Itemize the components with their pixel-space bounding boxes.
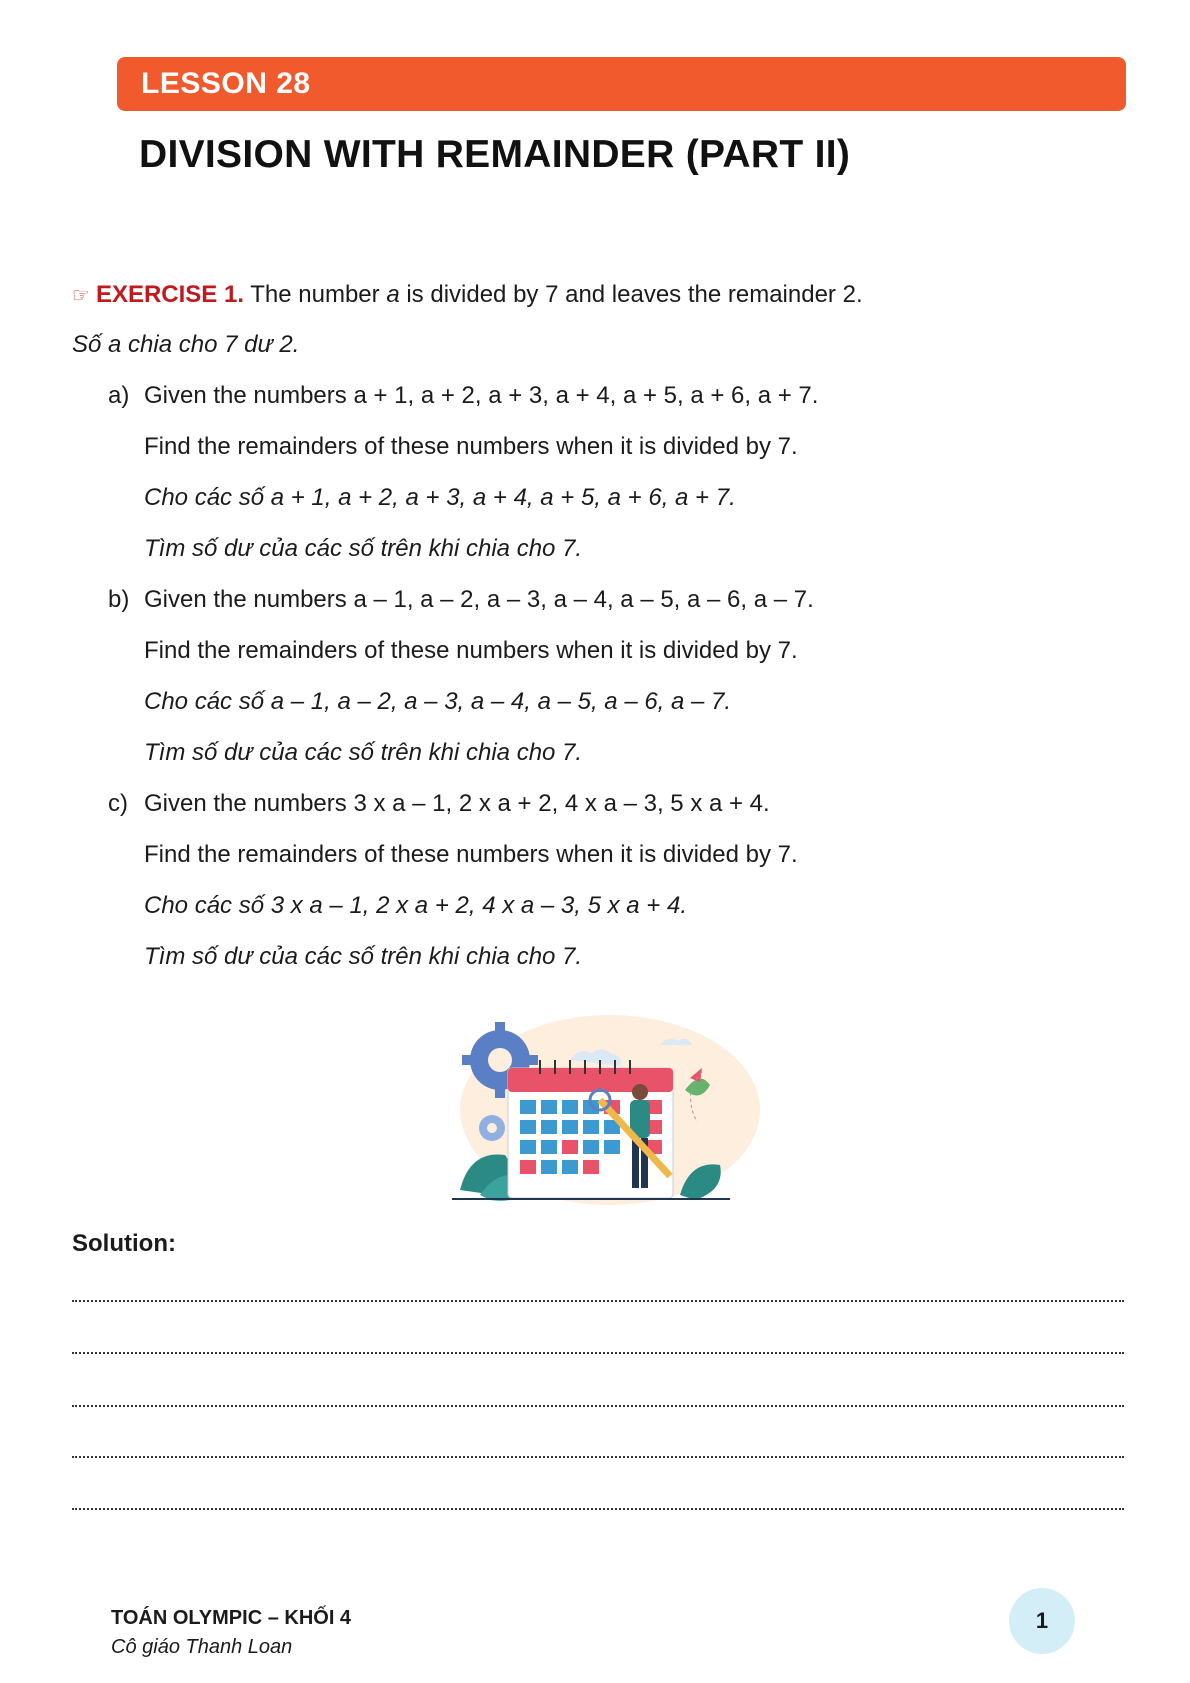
part-a-marker: a): [108, 382, 130, 409]
small-gear-icon: [479, 1115, 505, 1141]
answer-line: [72, 1508, 1124, 1510]
part-c-find: Find the remainders of these numbers when it is divided by 7.: [144, 841, 798, 868]
lesson-label: LESSON 28: [141, 67, 311, 100]
part-b-find-vi: Tìm số dư của các số trên khi chia cho 7.: [144, 739, 583, 766]
page-title: DIVISION WITH REMAINDER (PART II): [139, 133, 851, 176]
footer-course: TOÁN OLYMPIC – KHỐI 4: [111, 1607, 352, 1629]
part-a-find-vi: Tìm số dư của các số trên khi chia cho 7.: [144, 535, 583, 562]
part-a-given-vi: Cho các số a + 1, a + 2, a + 3, a + 4, a + 5, a + 6, a + 7.: [144, 484, 736, 511]
solution-label: Solution:: [72, 1230, 176, 1257]
part-c-find-vi: Tìm số dư của các số trên khi chia cho 7.: [144, 943, 583, 970]
part-b-given-text: Given the numbers a – 1, a – 2, a – 3, a – 4, a – 5, a – 6, a – 7.: [144, 586, 814, 613]
part-c-marker: c): [108, 790, 128, 817]
part-b-marker: b): [108, 586, 130, 613]
answer-line: [72, 1352, 1124, 1354]
part-b-given: [108, 586, 814, 614]
footer-teacher: Cô giáo Thanh Loan: [111, 1636, 293, 1658]
exercise-statement: [72, 281, 863, 309]
part-c-given-vi: Cho các số 3 x a – 1, 2 x a + 2, 4 x a – 3, 5 x a + 4.: [144, 892, 687, 919]
part-a-given: [108, 382, 818, 410]
part-a-given-text: Given the numbers a + 1, a + 2, a + 3, a + 4, a + 5, a + 6, a + 7.: [144, 382, 819, 409]
calendar-planning-illustration: [440, 1000, 760, 1210]
part-c-given: [108, 790, 770, 818]
answer-line: [72, 1405, 1124, 1407]
statement-vi: Số a chia cho 7 dư 2.: [72, 331, 300, 358]
part-c-given-text: Given the numbers 3 x a – 1, 2 x a + 2, 4 x a – 3, 5 x a + 4.: [144, 790, 770, 817]
part-b-given-vi: Cho các số a – 1, a – 2, a – 3, a – 4, a – 5, a – 6, a – 7.: [144, 688, 732, 715]
statement-pre: The number: [250, 281, 387, 308]
page-number-badge: [1009, 1588, 1075, 1654]
statement-post: is divided by 7 and leaves the remainder 2.: [399, 281, 863, 308]
part-b-find: Find the remainders of these numbers when it is divided by 7.: [144, 637, 798, 664]
answer-line: [72, 1300, 1124, 1302]
page-number: 1: [1035, 1608, 1049, 1633]
lesson-banner: [117, 57, 1126, 111]
statement-variable: a: [386, 281, 400, 308]
part-a-find: Find the remainders of these numbers when it is divided by 7.: [144, 433, 798, 460]
answer-line: [72, 1456, 1124, 1458]
exercise-label: EXERCISE 1.: [95, 281, 244, 308]
pointing-hand-icon: ☞: [72, 285, 90, 307]
